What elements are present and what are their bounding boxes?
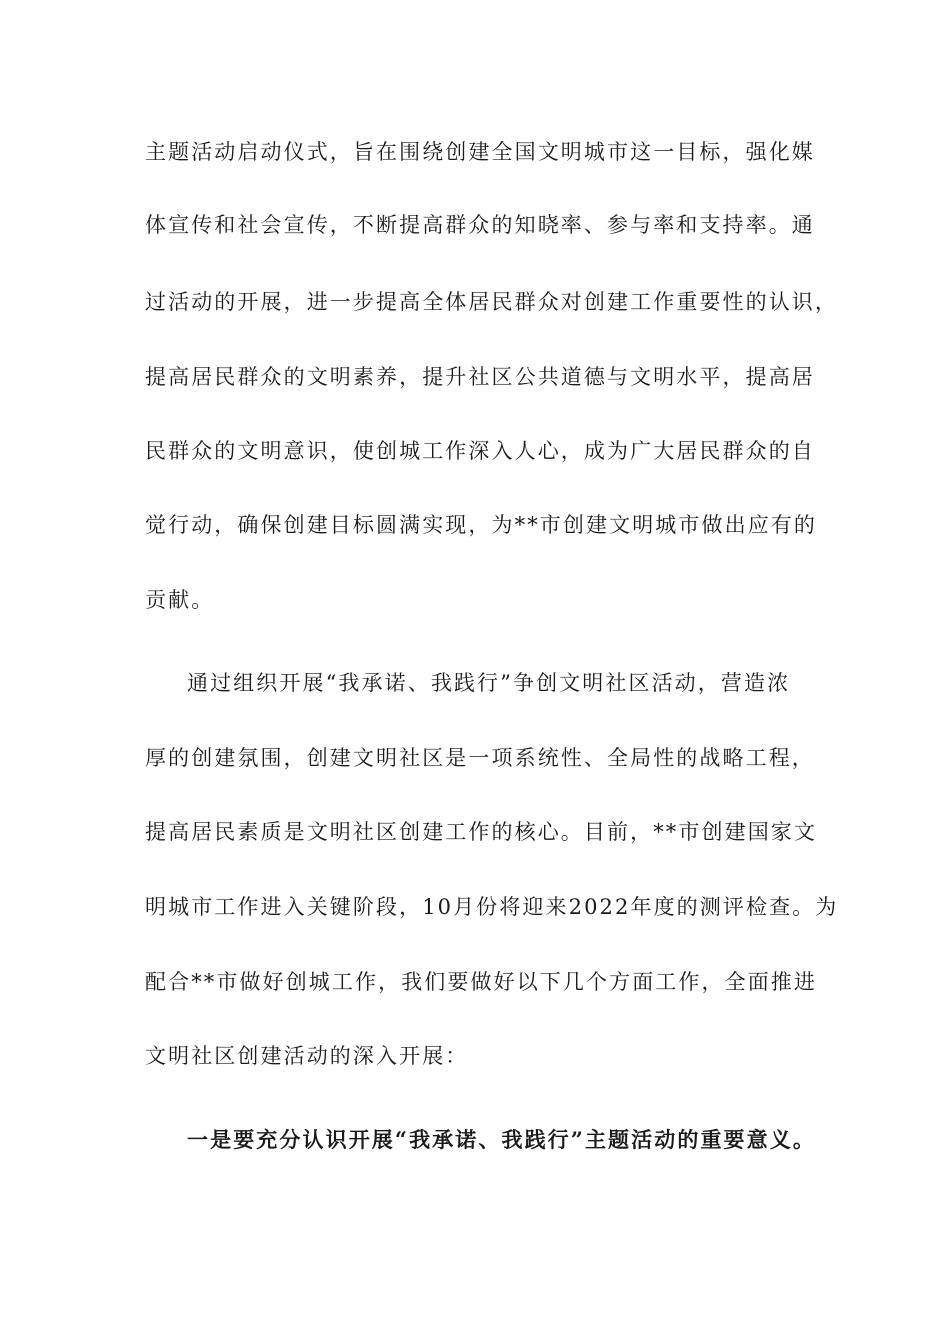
paragraph-line: 觉行动，确保创建目标圆满实现，为**市创建文明城市做出应有的	[145, 513, 817, 537]
paragraph-line: 文明社区创建活动的深入开展：	[145, 1044, 469, 1068]
paragraph-line: 明城市工作进入关键阶段，10月份将迎来2022年度的测评检查。为	[145, 895, 839, 919]
paragraph-line: 配合**市做好创城工作，我们要做好以下几个方面工作，全面推进	[145, 970, 817, 994]
paragraph-line: 民群众的文明意识，使创城工作深入人心，成为广大居民群众的自	[145, 439, 815, 463]
paragraph-line: 提高居民素质是文明社区创建工作的核心。目前，**市创建国家文	[145, 820, 817, 844]
paragraph-line: 过活动的开展，进一步提高全体居民群众对创建工作重要性的认识，	[145, 290, 838, 314]
paragraph-line: 厚的创建氛围，创建文明社区是一项系统性、全局性的战略工程，	[145, 746, 815, 770]
paragraph-line: 体宣传和社会宣传，不断提高群众的知晓率、参与率和支持率。通	[145, 213, 815, 237]
section-heading: 一是要充分认识开展“我承诺、我践行”主题活动的重要意义。	[187, 1127, 816, 1152]
paragraph-line: 贡献。	[145, 588, 215, 612]
paragraph-line: 提高居民群众的文明素养，提升社区公共道德与文明水平，提高居	[145, 365, 815, 389]
paragraph-line: 主题活动启动仪式，旨在围绕创建全国文明城市这一目标，强化媒	[145, 140, 815, 164]
paragraph-line: 通过组织开展“我承诺、我践行”争创文明社区活动，营造浓	[187, 671, 791, 695]
